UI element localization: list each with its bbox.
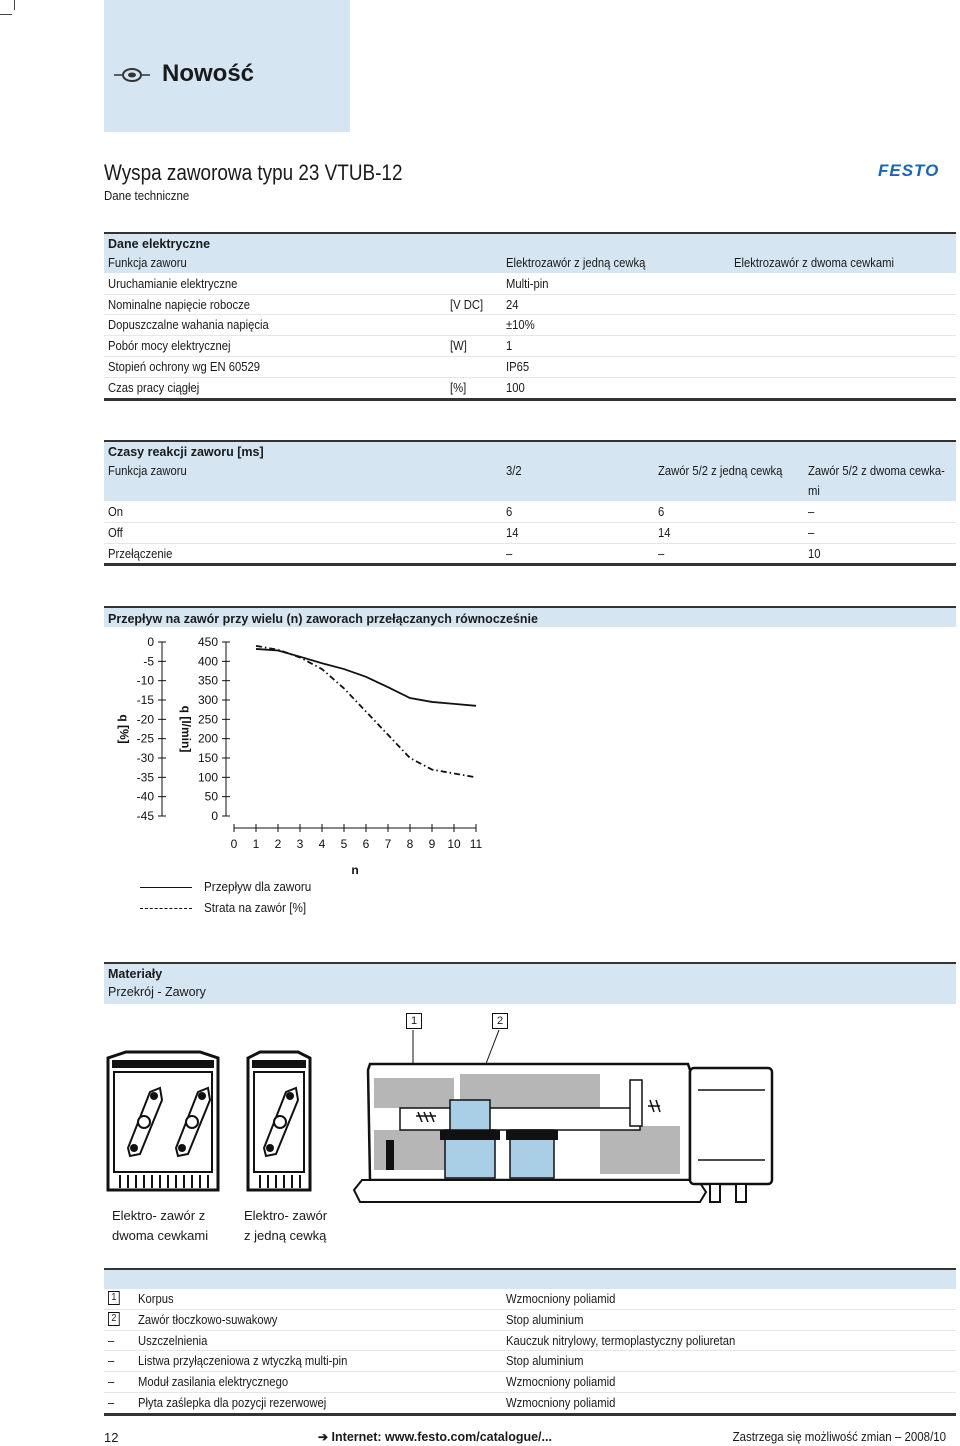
flow-chart [104, 630, 504, 880]
legend-flow: Przepływ dla zaworu [204, 879, 312, 894]
table-row [104, 315, 956, 336]
col-52-single: Zawór 5/2 z jedną cewką [658, 464, 783, 478]
row-value: – [506, 546, 513, 561]
row-part: Płyta zaślepka dla pozycji rezerwowej [138, 1395, 327, 1410]
electrical-table [104, 232, 956, 401]
x-tick-label: 9 [428, 837, 436, 851]
row-value: 14 [658, 525, 671, 540]
y-tick-label: 200 [197, 731, 218, 746]
y-tick-label: 150 [197, 751, 218, 765]
y-tick-label: 100 [197, 770, 218, 785]
row-value: – [808, 525, 815, 540]
row-label: Pobór mocy elektrycznej [108, 339, 231, 354]
row-part: Moduł zasilania elektrycznego [138, 1375, 289, 1390]
footer-note: Zastrzega się możliwość zmian – 2008/10 [732, 1430, 946, 1444]
materials-header [104, 962, 956, 1004]
row-material: Stop aluminium [506, 1312, 584, 1327]
row-unit: [%] [450, 380, 467, 395]
row-label: On [108, 505, 124, 519]
row-value: 14 [506, 525, 519, 540]
page-number: 12 [104, 1430, 119, 1445]
row-material: Wzmocniony poliamid [506, 1395, 616, 1410]
table-row [104, 336, 956, 357]
row-value: 6 [506, 505, 513, 519]
series-flow-line [256, 649, 476, 706]
col-32: 3/2 [506, 464, 522, 478]
valve-drawings [100, 1030, 780, 1210]
row-label: Stopień ochrony wg EN 60529 [108, 359, 260, 374]
table-row [104, 544, 956, 567]
x-tick-label: 4 [318, 837, 326, 851]
series-loss-line [256, 646, 476, 777]
y2-tick-label: -35 [136, 770, 154, 785]
y-tick-label: 450 [197, 635, 218, 649]
new-product-icon [114, 66, 150, 89]
row-label: Off [108, 525, 123, 540]
row-label: Nominalne napięcie robocze [108, 297, 250, 312]
col-function: Funkcja zaworu [108, 464, 187, 478]
page-title: Wyspa zaworowa typu 23 VTUB-12 [104, 160, 403, 185]
y2-tick-label: 0 [147, 635, 154, 649]
row-label: Uruchamianie elektryczne [108, 276, 238, 291]
page-subtitle: Dane techniczne [104, 188, 190, 203]
row-mark: – [108, 1354, 115, 1369]
materials-table [104, 1268, 956, 1416]
row-part: Uszczelnienia [138, 1333, 208, 1348]
x-tick-label: 6 [362, 837, 370, 851]
table-row [104, 378, 956, 401]
x-tick-label: 5 [340, 837, 348, 851]
row-value: – [658, 546, 665, 561]
x-tick-label: 7 [384, 837, 392, 851]
response-header-row [104, 461, 956, 502]
x-axis-label: n [351, 863, 359, 877]
row-value: ±10% [506, 318, 535, 333]
row-unit: [V DC] [450, 297, 484, 312]
row-label: Przełączenie [108, 546, 173, 561]
y2-tick-label: -10 [136, 673, 154, 688]
row-label: Dopuszczalne wahania napięcia [108, 318, 269, 333]
row-value: – [808, 505, 815, 519]
caption-line: Elektro- zawór z [112, 1208, 206, 1223]
table-row [104, 357, 956, 378]
x-tick-label: 3 [296, 837, 304, 851]
legend-loss: Strata na zawór [%] [204, 900, 307, 915]
col-52-double-cont: mi [808, 484, 820, 498]
electrical-title: Dane elektryczne [104, 232, 956, 253]
caption-single-coil [244, 1206, 327, 1246]
col-double-coil: Elektrozawór z dwoma cewkami [734, 256, 895, 270]
row-material: Wzmocniony poliamid [506, 1375, 616, 1390]
x-tick-label: 8 [406, 837, 414, 851]
table-row [104, 274, 956, 295]
y2-tick-label: -40 [136, 789, 154, 804]
catalogue-link-text: Internet: www.festo.com/catalogue/... [331, 1430, 552, 1444]
festo-logo [878, 162, 952, 183]
x-tick-label: 0 [230, 837, 238, 851]
row-value: Multi-pin [506, 276, 549, 291]
row-mark: – [108, 1375, 115, 1390]
double-coil-valve-drawing [108, 1052, 218, 1190]
row-mark: – [108, 1333, 115, 1348]
legend-dashed-line [140, 908, 192, 909]
catalogue-link[interactable] [318, 1430, 552, 1444]
materials-title: Materiały [108, 967, 163, 981]
caption-double-coil [112, 1206, 208, 1246]
y-axis-label: q [l/min] [179, 705, 193, 753]
arrow-right-icon: ➔ [318, 1430, 329, 1444]
row-part: Listwa przyłączeniowa z wtyczką multi-pin [138, 1354, 348, 1369]
materials-subtitle: Przekrój - Zawory [108, 985, 206, 999]
table-row [104, 1331, 956, 1352]
callout-2: 2 [492, 1013, 508, 1029]
response-title: Czasy reakcji zaworu [ms] [104, 440, 956, 461]
legend-solid-line [140, 887, 192, 888]
caption-line: dwoma cewkami [112, 1228, 209, 1243]
festo-logo-text: FESTO [878, 162, 940, 178]
valve-cross-section [354, 1064, 772, 1202]
col-function: Funkcja zaworu [108, 256, 187, 270]
y-tick-label: 350 [197, 673, 218, 688]
table-row [104, 1372, 956, 1393]
row-value: IP65 [506, 359, 530, 374]
footer [0, 1416, 960, 1446]
y-tick-label: 400 [197, 654, 218, 669]
y2-tick-label: -30 [136, 751, 154, 765]
crop-mark [14, 0, 15, 10]
row-mark: 1 [108, 1291, 120, 1305]
y-tick-label: 0 [211, 809, 218, 823]
x-tick-label: 2 [274, 837, 282, 851]
electrical-header-row [104, 253, 956, 274]
y-tick-label: 250 [197, 712, 218, 727]
row-label: Czas pracy ciągłej [108, 380, 200, 395]
y2-tick-label: -15 [136, 693, 154, 707]
crop-mark [0, 14, 12, 15]
table-row [104, 1310, 956, 1331]
table-row [104, 1393, 956, 1416]
y2-tick-label: -45 [136, 809, 154, 823]
x-tick-label: 11 [469, 837, 483, 851]
y2-tick-label: -5 [143, 654, 154, 669]
row-value: 24 [506, 297, 519, 312]
materials-table-header [104, 1268, 956, 1289]
callout-1: 1 [406, 1013, 422, 1029]
table-row [104, 523, 956, 544]
row-value: 100 [506, 380, 525, 395]
row-part: Zawór tłoczkowo-suwakowy [138, 1312, 278, 1327]
single-coil-valve-drawing [248, 1052, 310, 1190]
table-row [104, 1289, 956, 1310]
y-tick-label: 300 [197, 693, 218, 707]
y2-axis-label: q [%] [117, 714, 131, 744]
flow-title: Przepływ na zawór przy wielu (n) zaworach przełączanych równocześnie [104, 606, 956, 627]
row-value: 1 [506, 339, 513, 354]
row-part: Korpus [138, 1292, 174, 1306]
row-mark: – [108, 1395, 115, 1410]
x-tick-label: 10 [447, 837, 461, 851]
caption-line: Elektro- zawór [244, 1208, 328, 1223]
row-material: Stop aluminium [506, 1354, 584, 1369]
row-material: Kauczuk nitrylowy, termoplastyczny poliuretan [506, 1333, 736, 1348]
caption-line: z jedną cewką [244, 1228, 327, 1243]
row-mark: 2 [108, 1312, 120, 1326]
banner-label: Nowość [162, 60, 255, 87]
table-row [104, 295, 956, 316]
y2-tick-label: -20 [136, 712, 154, 727]
row-material: Wzmocniony poliamid [506, 1292, 616, 1306]
y2-tick-label: -25 [136, 731, 154, 746]
table-row [104, 1351, 956, 1372]
col-single-coil: Elektrozawór z jedną cewką [506, 256, 646, 270]
table-row [104, 502, 956, 523]
col-52-double: Zawór 5/2 z dwoma cewka- [808, 464, 945, 478]
y-tick-label: 50 [204, 789, 218, 804]
x-tick-label: 1 [252, 837, 260, 851]
row-value: 6 [658, 505, 665, 519]
row-value: 10 [808, 546, 821, 561]
response-table [104, 440, 956, 566]
row-unit: [W] [450, 339, 467, 354]
